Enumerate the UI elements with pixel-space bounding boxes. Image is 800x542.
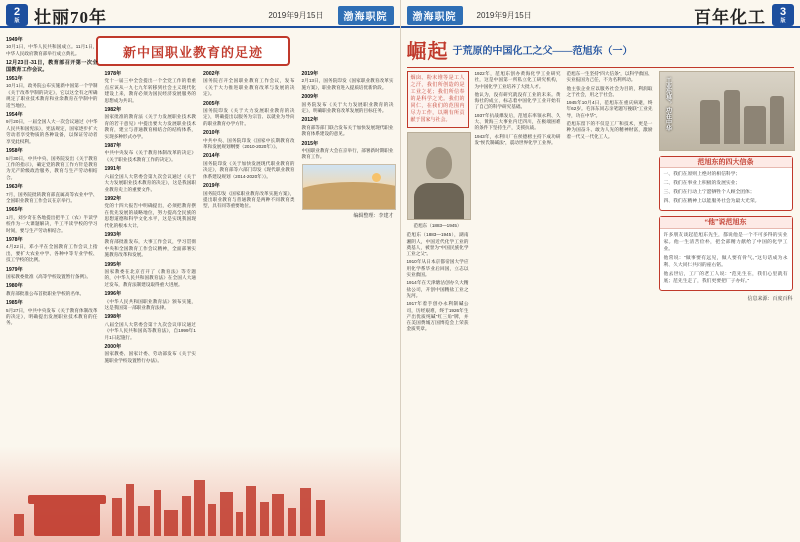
article-paragraph: 1910年从日本京都帝国大学应用化学系毕业后回国，立志以实业救国。: [406, 259, 469, 278]
chronology-year: 1978年: [104, 71, 122, 77]
chronology-entry: 党的十四大报告中明确提出，必须把教育摆在优先发展的战略地位，努力提高全民族的思想道德和科学文化水平，这是实现我国现代化的根本大计。: [104, 203, 196, 228]
chronology-year: 1985年: [6, 300, 23, 307]
right-masthead-rule: [401, 26, 800, 28]
chronology-entry: 党十一届三中全会提出一个全党工作的着重点应该从一九七九年转移到社会主义现代化建设上来，教育必须为国民经济发展服务的思想成为共识。: [104, 78, 196, 103]
chronology-year: 2000年: [104, 344, 122, 351]
chronology-year: 1991年: [104, 166, 122, 173]
chronology-entry: 国务院印发《关于加快发展现代职业教育的决定》，教育部等六部门印发《现代职业教育体系建设规划（2014-2020年）》。: [203, 160, 295, 179]
chronology-entry: 中共中央发布《关于教育体制改革的决定》《关于职业技术教育工作的决定》。: [104, 150, 196, 162]
chronology-year: 2009年: [301, 94, 319, 101]
left-masthead-logo: 渤海职院: [338, 6, 394, 25]
factory-photo-caption: 工业先导，功在中华: [664, 77, 671, 131]
right-column-1: [407, 71, 469, 335]
factory-photo: [659, 71, 795, 151]
chronology-year: 1998年: [104, 314, 122, 321]
creed-item: 四、我们在精神上以能服务社会为最大光荣。: [663, 199, 760, 205]
chronology-year: 1951年: [6, 76, 23, 83]
left-column-4: [302, 34, 394, 538]
fan-xudong-portrait: [407, 132, 471, 220]
right-masthead-date: 2019年9月15日: [476, 10, 532, 20]
others-say-box: [659, 216, 793, 290]
article-paragraph: 他认为，没有研究就没有工业的未来。黄海社的成立，标志着中国化学工业开始有了自己的科学研究基础。: [474, 91, 561, 110]
chronology-year: 1982年: [104, 107, 122, 114]
creed-item: 一、我们在原则上绝对的相信科学；: [663, 172, 741, 178]
right-masthead: [401, 0, 800, 30]
chronology-entry: 教育部批准公布首批职业学校的名单。: [6, 290, 85, 296]
chronology-entry: 教育部等部门联合发布关于加快发展现代职业教育体系建设的意见。: [301, 124, 394, 137]
chronology-year: 2005年: [203, 100, 220, 107]
chronology-entry: 六届全国人大常委会第九次会议通过《关于大力发展职业技术教育的决定》，这是我国职业教育史上的重要文件。: [104, 173, 196, 192]
right-title-main: 崛起: [406, 40, 449, 63]
chronology-entry: 国务院召开全国职业教育工作会议，发布《关于大力推进职业教育改革与发展的决定》。: [203, 78, 295, 97]
chronology-entry: 中共中央、国务院印发《国家中长期教育改革和发展规划纲要（2010-2020年）》。: [203, 137, 295, 150]
left-page-badge: [6, 4, 28, 26]
chronology-entry: 《中华人民共和国职业教育法》颁布实施，这是我国第一部职业教育法律。: [104, 298, 196, 310]
chronology-year: 2002年: [203, 71, 220, 77]
right-page-badge-label: 版: [780, 17, 786, 24]
left-masthead-rule: [0, 26, 400, 28]
chronology-entry: 国家批准的教育法《关于力发展职业技术教育的若干意见》中提出要大力发展职业技术教育，建立与普通教育相结合的结构体系，实现多种形式办学。: [104, 114, 196, 139]
chronology-year: 12月23日-31日，教育部召开第一次全国教育工作会议。: [6, 60, 98, 73]
left-page-badge-label: 版: [14, 17, 20, 24]
chronology-year: 1996年: [104, 291, 122, 298]
chronology-entry: 教育部批准发布，大事工作会议，学习贯彻中央和全国教育工作会议精神，全面部署实施教育改革和发展。: [104, 239, 196, 258]
source-note: 信息来源：百度百科: [747, 295, 793, 302]
left-masthead: [0, 0, 400, 30]
article-paragraph: 范旭东（1883—1945），湖南湘阴人，中国近代化学工业的奠基人，被誉为“中国民族化学工业之父”。: [406, 232, 469, 257]
quote-paragraph: 许多朋友谈起范旭东先生，都说他是一个不可多得的实业家。他一生清苦俭朴，把全部精力献给了中国的化学工业。: [663, 232, 788, 252]
left-masthead-date: 2019年9月15日: [268, 10, 324, 20]
chronology-year: 2010年: [203, 130, 220, 137]
left-headline: 新中国职业教育的足迹: [122, 44, 263, 60]
chronology-year: 1958年: [6, 148, 23, 155]
chronology-entry: 10月1日，政务院公布实施新中国第一个学制《关于改革学制的决定》，它以这全有之所确规定了职业技术教育和业余教育在学制中的适当地位。: [6, 83, 98, 108]
article-paragraph: 1937年抗战爆发后，范旭东率领永利、久大、黄海三大事业内迁四川，在极端困难的条件下坚持生产，支援抗战。: [474, 112, 561, 131]
left-column-2: [105, 34, 197, 538]
article-paragraph: 他主张企业应以服务社会为目的，利润取之于社会，用之于社会。: [566, 85, 653, 97]
left-masthead-title: 壮丽70年: [34, 7, 107, 27]
left-column-1: [6, 34, 98, 538]
article-paragraph: 1945年10月4日，范旭东在重庆病逝，终年62岁。毛泽东同志亲笔题写挽联“工业先导，功在中华”。: [566, 100, 653, 118]
chronology-year: 1993年: [104, 231, 122, 238]
chronology-year: 2019年: [203, 183, 220, 190]
quote-paragraph: 他去世后，工厂的老工人说：“范先生在，我们心里就有底；范先生走了，我们更要把厂子办好。”: [663, 271, 788, 284]
others-say-title: “他”说范旭东: [660, 217, 792, 228]
right-column-2: [475, 71, 561, 335]
right-column-3: [567, 71, 653, 335]
chronology-year: 2019年: [301, 71, 319, 77]
chronology-entry: 9月20日，一届全国人大一次会议通过《中华人民共和国宪法》，宪法规定，国家逐步扩大劳动者享受物质的各种设备，以保证劳动者享受此权利。: [6, 119, 98, 144]
chronology-year: 2012年: [301, 117, 319, 124]
chronology-year: 1987年: [104, 143, 122, 150]
chronology-entry: 国务院发布《关于大力发展职业教育的决定》，明确职业教育改革发展的目标任务。: [301, 101, 394, 114]
chronology-year: 1980年: [6, 283, 23, 290]
chronology-year: 2014年: [203, 153, 220, 160]
left-column-3: [203, 34, 295, 538]
chronology-entry: 2月13日，国务院印发《国家职业教育改革实施方案》，职业教育进入提质培优新阶段。: [301, 78, 394, 90]
right-page: [401, 0, 800, 542]
chronology-year: 1979年: [6, 266, 23, 273]
chronology-entry: 10月1日，中华人民共和国成立。11月1日，中华人民政府教育部举行成立典礼。: [6, 44, 98, 56]
article-paragraph: 范旭东留下的不仅是工厂和技术，更是一种为国奋斗、敢为人先的精神财富，激励着一代又一代化工人。: [566, 121, 653, 139]
left-byline: 编辑整理：李建才: [353, 212, 394, 219]
article-paragraph: 1922年，范旭东创办黄海化学工业研究社，这是中国第一所私立化工研究机构，为中国化学工业培养了大批人才。: [474, 71, 561, 89]
chronology-year: 1949年: [6, 37, 23, 43]
quote-paragraph: 他常说：“做事要有远见，做人要有骨气。”这句话成为永利、久大同仁共同的座右铭。: [663, 255, 788, 268]
article-paragraph: 1943年，永利川厂在侯德榜主持下成功研发“侯氏制碱法”，震动世界化学工业界。: [474, 133, 561, 145]
article-paragraph: 1917年着手创办永利制碱公司，历经艰难，终于1926年生产出优质纯碱“红三角”牌，并在美国费城万国博览会上荣获金质奖章。: [406, 301, 469, 332]
four-creeds-box: [659, 156, 793, 211]
desert-photo: [302, 164, 396, 210]
portrait-caption: 范旭东（1883—1945）: [413, 223, 462, 228]
right-column-4: [659, 71, 793, 335]
chronology-year: 1963年: [6, 184, 23, 191]
chronology-entry: 1月，刘少奇在各地提出把半工（农）半读学校作为一大课题解决，半工半读学校的学习时间，要与生产劳动相结合。: [6, 214, 98, 233]
chronology-entry: 5月27日，中共中央发布《关于教育体制改革的决定》，明确提出发展职业技术教育的任务。: [6, 307, 98, 326]
chronology-entry: 国家教委在北京召开了《教育法》等专题的，《中华人民共和国教育法》在全国人大通过发布，教育法制建设取得重大进展。: [104, 268, 196, 287]
chronology-entry: 国务院印发《关于大力发展职业教育的决定》，明确提出以服务为宗旨、以就业为导向的职业教育办学方针。: [203, 108, 295, 126]
chronology-year: 1965年: [6, 207, 23, 214]
article-paragraph: 范旭东一生坚持“四大信条”，以科学救国、实业报国为己任，不为名利所动。: [566, 71, 653, 83]
chronology-entry: 国家教委、国家计委、劳动部发布《关于实施职业学校设置暂行办法》。: [104, 351, 196, 363]
chronology-year: 1992年: [104, 195, 122, 202]
chronology-entry: 5月30日，中共中央、国务院发出《关于教育工作的指示》，确定党的教育工作方针是教育为无产阶级政治服务，教育与生产劳动相结合。: [6, 155, 98, 180]
chronology-year: 1954年: [6, 112, 23, 119]
right-masthead-logo: 渤海职院: [407, 6, 463, 25]
chronology-entry: 国家教委批准《高等学校设置暂行条例》。: [6, 274, 91, 279]
article-paragraph: 1914年在天津塘沽创办久大精盐公司，开创中国精盐工业之先河。: [406, 280, 469, 298]
right-title-sub: 于荒原的中国化工之父——范旭东（一）: [452, 45, 633, 57]
creed-item: 三、我们在行动上宁愿牺牲个人顾全团体；: [663, 190, 755, 196]
chronology-year: 1995年: [104, 261, 122, 268]
chronology-entry: 八届全国人大常委会第十九次会议审议通过《中华人民共和国高等教育法》，自1999年1月1日起施行。: [104, 321, 196, 340]
lead-quote-box: 烟囱、粉末堆等是工人之汗，我们所创造的是工业之花；我们所信奉的是科学之光。我们的同仁，在我们的范围内尽力工作，以期有所贡献于国家与社会。: [407, 71, 469, 128]
chronology-year: 2015年: [301, 140, 319, 147]
chronology-entry: 4月22日，邓小平在全国教育工作会议上指出，要扩大农业中学、各种中等专业学校、技工学校的比例。: [6, 244, 98, 263]
right-page-badge: [772, 4, 794, 26]
right-title-block: [407, 34, 795, 64]
chronology-year: 1978年: [6, 236, 23, 243]
chronology-entry: 中国职业教育大会在京举行，部署新时期职业教育工作。: [301, 148, 394, 160]
right-page-number: 3: [779, 5, 787, 18]
chronology-entry: 国务院印发《国家职业教育改革实施方案》，提出职业教育与普通教育是两种不同教育类型，具有同等重要地位。: [203, 190, 295, 209]
left-page-number: 2: [13, 5, 21, 18]
right-masthead-title: 百年化工: [694, 7, 766, 27]
creed-item: 二、我们在事业上积极的发展实业；: [663, 181, 741, 187]
chronology-entry: 7月，国务院批转教育部直属高等农业中学、全国职业教育工作会议在京举行。: [6, 191, 98, 203]
four-creeds-title: 范旭东的四大信条: [660, 157, 792, 168]
